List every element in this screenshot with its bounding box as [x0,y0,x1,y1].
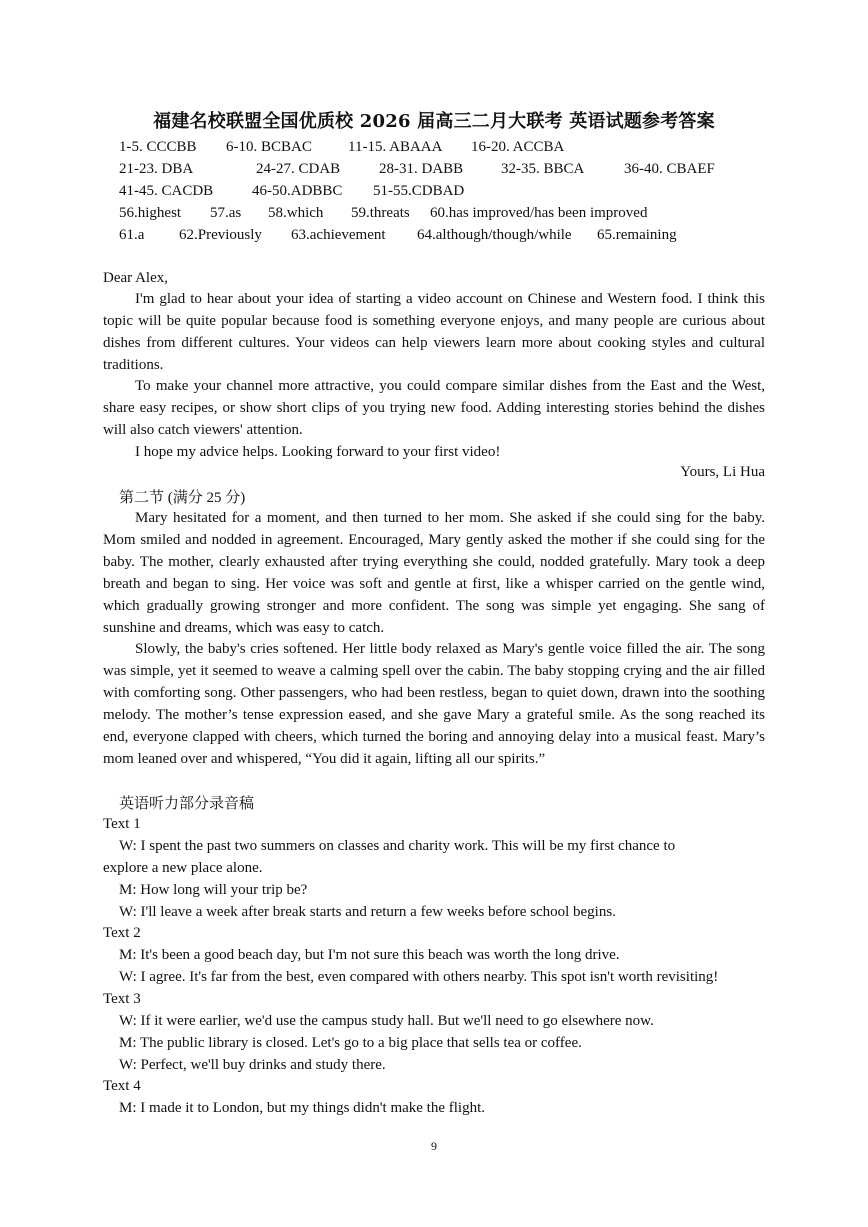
answer-item: 51-55.CDBAD [373,183,465,199]
letter-paragraph: I hope my advice helps. Looking forward to your first video! [135,444,501,460]
dialogue-line: M: The public library is closed. Let's go to a big place that sells tea or coffee. [119,1035,582,1051]
answer-item: 63.achievement [291,227,386,243]
letter-signature: Yours, Li Hua [680,464,765,480]
answer-item: 11-15. ABAAA [348,139,443,155]
section-heading: 第二节 (满分 25 分) [119,490,246,506]
text-label: Text 3 [103,991,141,1007]
answer-item: 62.Previously [179,227,262,243]
document-title: 福建名校联盟全国优质校 2026 届高三二月大联考 英语试题参考答案 [153,111,715,132]
dialogue-line: M: How long will your trip be? [119,882,308,898]
dialogue-line: W: I agree. It's far from the best, even compared with others nearby. This spot isn't worth revisiting! [119,969,719,985]
letter-paragraph: To make your channel more attractive, you could compare similar dishes from the East and the West, share easy recipes, or show short clips of you trying new food. Adding interesting stories behind the dishes will also catch viewers' attention. [103,378,765,438]
answer-item: 65.remaining [597,227,677,243]
answer-item: 16-20. ACCBA [471,139,565,155]
answer-item: 46-50.ADBBC [252,183,343,199]
dialogue-line: W: I'll leave a week after break starts and return a few weeks before school begins. [119,904,616,920]
answer-item: 41-45. CACDB [119,183,214,199]
answer-item: 28-31. DABB [379,161,464,177]
letter-paragraph: I'm glad to hear about your idea of starting a video account on Chinese and Western food. I think this topic will be quite popular because food is something everyone enjoys, and many people are curious about dishes from different cultures. Your videos can help viewers learn more about cooking styles and cultural traditions. [103,291,765,373]
text-label: Text 4 [103,1078,141,1094]
dialogue-line: W: Perfect, we'll buy drinks and study there. [119,1057,386,1073]
answer-item: 32-35. BBCA [501,161,585,177]
listening-heading: 英语听力部分录音稿 [119,796,255,812]
answer-item: 57.as [210,205,242,221]
answer-item: 61.a [119,227,145,243]
answer-item: 1-5. CCCBB [119,139,197,155]
dialogue-line: M: I made it to London, but my things didn't make the flight. [119,1100,485,1116]
letter-greeting: Dear Alex, [103,270,168,286]
text-label: Text 1 [103,816,141,832]
answer-item: 64.although/though/while [417,227,572,243]
answer-item: 56.highest [119,205,182,221]
answer-item: 36-40. CBAEF [624,161,715,177]
text-label: Text 2 [103,925,141,941]
answer-item: 24-27. CDAB [256,161,341,177]
dialogue-line: W: If it were earlier, we'd use the campus study hall. But we'll need to go elsewhere now. [119,1013,654,1029]
story-paragraph: Mary hesitated for a moment, and then turned to her mom. She asked if she could sing for the baby. Mom smiled and nodded in agreement. Encouraged, Mary gently asked the mother if she could sing for the baby. The mother, clearly exhausted after trying everything she could, nodded gratefully. Mary took a deep breath and began to sing. Her voice was soft and gentle at first, like a whisper carried on the gentle wind, which gradually growing stronger and more confident. The song was simple yet engaging. She sang of sunshine and dreams, which was easy to catch. [103,510,765,636]
dialogue-line: M: It's been a good beach day, but I'm not sure this beach was worth the long drive. [119,947,620,963]
answer-item: 6-10. BCBAC [226,139,312,155]
page-number: 9 [431,1139,437,1153]
dialogue-line: explore a new place alone. [103,860,263,876]
dialogue-line: W: I spent the past two summers on classes and charity work. This will be my first chance to [119,838,676,854]
answer-item: 60.has improved/has been improved [430,205,648,221]
story-paragraph: Slowly, the baby's cries softened. Her little body relaxed as Mary's gentle voice filled the air. The song was simple, yet it seemed to weave a calming spell over the cabin. The baby stopping crying and the air filled with comforting song. Other passengers, who had been restless, began to quiet down, drawn into the soothing melody. The mother’s tense expression eased, and she gave Mary a grateful smile. As the song reached its end, everyone clapped with cheers, which turned the boring and annoying delay into a musical feast. Mary’s mom leaned over and whispered, “You did it again, lifting all our spirits.” [103,641,765,767]
answer-item: 59.threats [351,205,410,221]
answer-item: 21-23. DBA [119,161,194,177]
answer-item: 58.which [268,205,324,221]
